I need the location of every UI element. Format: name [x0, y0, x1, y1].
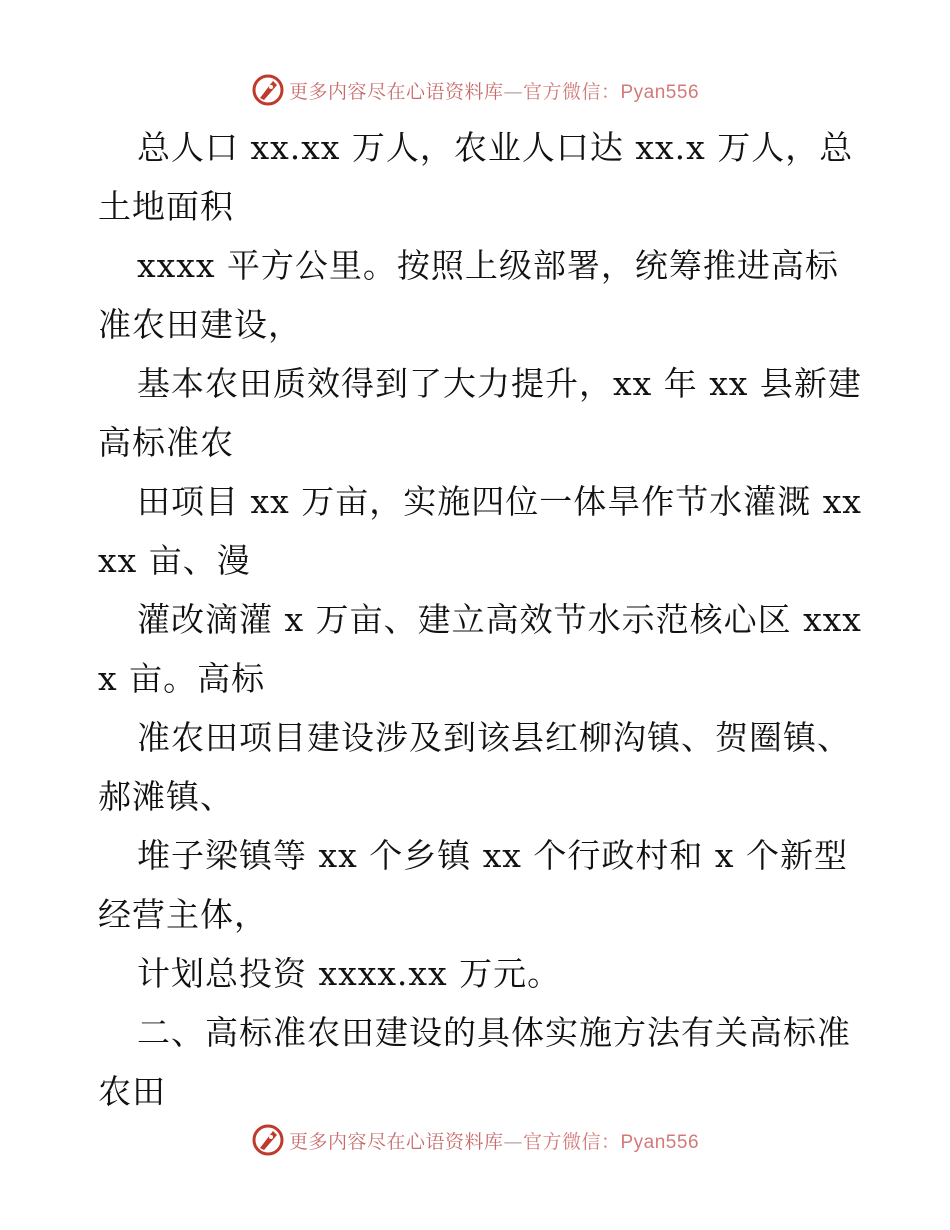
header-watermark-banner [0, 70, 950, 110]
watermark-text [289, 1127, 699, 1154]
watermark-main: 更多内容尽在心语资料库 [288, 80, 504, 103]
paragraph: 田项目 xx 万亩，实施四位一体旱作节水灌溉 xxxx 亩、漫 [98, 482, 862, 580]
watermark-separator: — [503, 1130, 523, 1153]
paragraph: 计划总投资 xxxx.xx 万元。 [137, 954, 562, 993]
paragraph: 灌改滴灌 x 万亩、建立高效节水示范核心区 xxxx 亩。高标 [98, 600, 862, 698]
paragraph: 总人口 xx.xx 万人，农业人口达 xx.x 万人，总土地面积 [98, 128, 854, 226]
paragraph: 基本农田质效得到了大力提升，xx 年 xx 县新建高标准农 [98, 364, 862, 462]
watermark-separator: — [503, 80, 523, 103]
paragraph: xxxx 平方公里。按照上级部署，统筹推进高标准农田建设， [98, 246, 839, 344]
section-heading-paragraph: 二、高标准农田建设的具体实施方法有关高标准农田 [98, 1013, 851, 1111]
document-body [98, 118, 868, 1121]
watermark-wechat: 官方微信：Pyan556 [523, 81, 700, 103]
watermark-wechat: 官方微信：Pyan556 [523, 1131, 700, 1153]
watermark-main: 更多内容尽在心语资料库 [288, 1130, 504, 1153]
pen-nib-logo-icon [251, 1123, 285, 1157]
paragraph: 准农田项目建设涉及到该县红柳沟镇、贺圈镇、郝滩镇、 [98, 718, 851, 816]
watermark-text [289, 77, 699, 104]
pen-nib-logo-icon [251, 73, 285, 107]
paragraph: 堆子梁镇等 xx 个乡镇 xx 个行政村和 x 个新型经营主体， [98, 836, 848, 934]
footer-watermark-banner [0, 1120, 950, 1160]
